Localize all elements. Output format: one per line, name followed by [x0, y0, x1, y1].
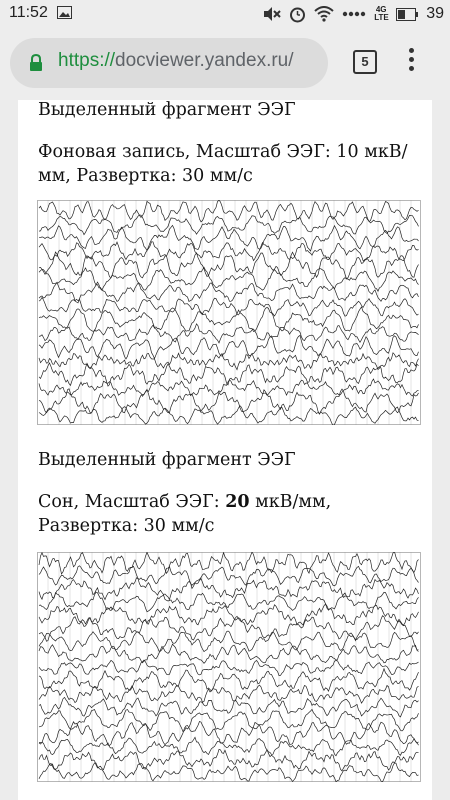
eeg-recording-1: [37, 200, 421, 425]
dot-icon: [409, 57, 414, 62]
eeg-channel-trace: [39, 737, 419, 756]
eeg-channel-trace: [39, 363, 419, 386]
caption-2-line-1: [38, 490, 331, 514]
url-host: docviewer.yandex.ru/: [115, 50, 294, 71]
heading-fragment-1: Выделенный фрагмент ЭЭГ: [38, 100, 296, 120]
signal-icon: [342, 8, 366, 20]
eeg-channel-trace: [39, 644, 419, 663]
caption-2-scale: 20: [225, 492, 250, 512]
eeg-channel-trace: [39, 604, 419, 625]
tab-switcher-button[interactable]: 5: [353, 50, 377, 74]
status-bar: [0, 0, 450, 28]
dot-icon: [409, 48, 414, 53]
document-viewer[interactable]: [0, 100, 450, 800]
document-page: [18, 100, 432, 800]
caption-2-text: Сон, Масштаб ЭЭГ:: [38, 492, 226, 512]
url-text[interactable]: [58, 50, 294, 72]
browser-toolbar: [0, 28, 450, 100]
eeg-channel-trace: [39, 282, 419, 303]
caption-2-unit: мкВ/мм,: [249, 492, 332, 512]
eeg-channel-trace: [39, 406, 419, 425]
eeg-channel-trace: [39, 578, 419, 600]
caption-2-line-2: Развертка: 30 мм/с: [38, 516, 215, 536]
menu-button[interactable]: [404, 46, 418, 76]
heading-fragment-2: Выделенный фрагмент ЭЭГ: [38, 450, 296, 470]
clock: 11:52: [9, 4, 48, 21]
image-icon: [57, 6, 72, 19]
eeg-channel-trace: [39, 200, 419, 222]
eeg-recording-2: [37, 552, 421, 782]
eeg-channel-trace: [39, 697, 419, 717]
dot-icon: [409, 66, 414, 71]
url-bar[interactable]: [10, 38, 328, 88]
eeg-channel-trace: [39, 566, 419, 586]
eeg-channel-trace: [39, 215, 419, 235]
eeg-channel-trace: [39, 763, 419, 782]
eeg-channel-trace: [39, 353, 419, 370]
caption-1-line-1: Фоновая запись, Масштаб ЭЭГ: 10 мкВ/: [38, 142, 408, 162]
eeg-channel-trace: [39, 669, 419, 692]
caption-1-line-2: мм, Развертка: 30 мм/с: [38, 166, 253, 186]
mute-icon: [263, 6, 281, 22]
battery-icon: [396, 8, 418, 21]
eeg-frame: [38, 201, 421, 425]
network-type: 4G LTE: [374, 5, 389, 22]
status-icons: [263, 3, 444, 25]
eeg-channel-trace: [39, 225, 419, 251]
alarm-icon: [289, 6, 306, 23]
lock-icon: [28, 54, 44, 72]
eeg-channel-trace: [39, 631, 419, 652]
eeg-channel-trace: [39, 267, 419, 291]
battery-level: 39: [426, 5, 444, 22]
eeg-channel-trace: [39, 660, 419, 676]
eeg-channel-trace: [39, 307, 419, 332]
wifi-icon: [314, 6, 334, 22]
url-scheme: https://: [58, 50, 116, 71]
